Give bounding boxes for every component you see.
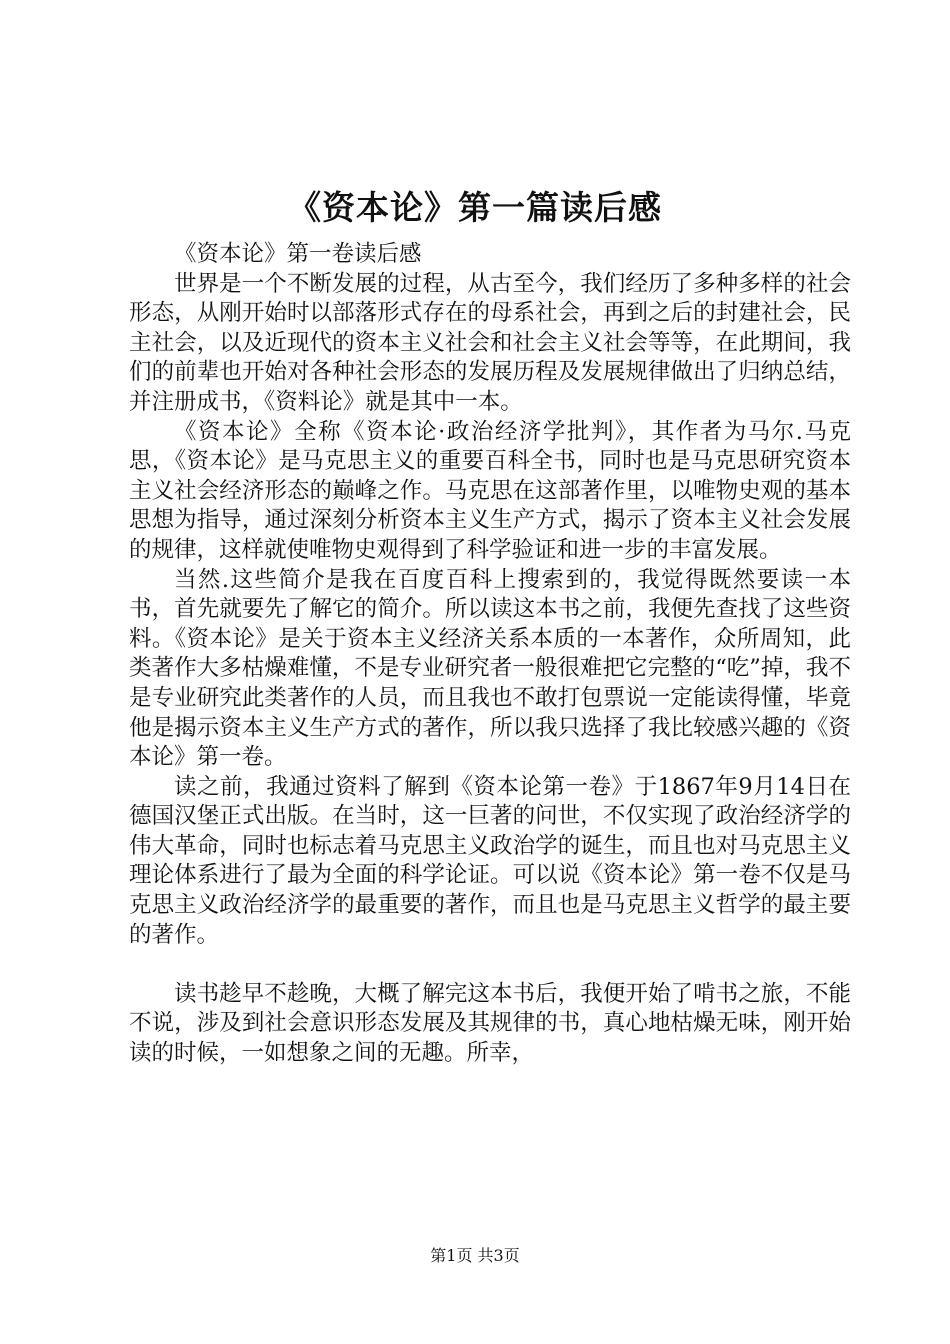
body-paragraph-5: 读书趁早不趁晚，大概了解完这本书后，我便开始了啃书之旅，不能不说，涉及到社会意识形态发展及其规律的书，真心地枯燥无味，刚开始读的时候，一如想象之间的无趣。所幸， <box>129 980 851 1067</box>
body-paragraph-4: 读之前，我通过资料了解到《资本论第一卷》于1867年9月14日在德国汉堡正式出版。在当时，这一巨著的问世，不仅实现了政治经济学的伟大革命，同时也标志着马克思主义政治学的诞生，而且也对马克思主义理论体系进行了最为全面的科学论证。可以说《资本论》第一卷不仅是马克思主义政治经济学的最重要的著作，而且也是马克思主义哲学的最主要的著作。 <box>129 773 851 948</box>
body-paragraph-1: 世界是一个不断发展的过程，从古至今，我们经历了多种多样的社会形态，从刚开始时以部落形式存在的母系社会，再到之后的封建社会，民主社会，以及近现代的资本主义社会和社会主义社会等等，在此期间，我们的前辈也开始对各种社会形态的发展历程及发展规律做出了归纳总结，并注册成书，《资料论》就是其中一本。 <box>129 270 851 415</box>
page-footer: 第1页 共3页 <box>430 1246 520 1265</box>
body-paragraph-3: 当然.这些简介是我在百度百科上搜索到的，我觉得既然要读一本书，首先就要先了解它的简介。所以读这本书之前，我便先查找了这些资料。《资本论》是关于资本主义经济关系本质的一本著作，众所周知，此类著作大多枯燥难懂，不是专业研究者一般很难把它完整的“吃”掉，我不是专业研究此类著作的人员，而且我也不敢打包票说一定能读得懂，毕竟他是揭示资本主义生产方式的著作，所以我只选择了我比较感兴趣的《资本论》第一卷。 <box>129 566 851 771</box>
document-body <box>129 240 851 1069</box>
document-title: 《资本论》第一篇读后感 <box>288 188 662 227</box>
subtitle-paragraph: 《资本论》第一卷读后感 <box>174 241 422 267</box>
body-paragraph-2: 《资本论》全称《资本论·政治经济学批判》，其作者为马尔.马克思，《资本论》是马克思主义的重要百科全书，同时也是马克思研究资本主义社会经济形态的巅峰之作。马克思在这部著作里，以唯物史观的基本思想为指导，通过深刻分析资本主义生产方式，揭示了资本主义社会发展的规律，这样就使唯物史观得到了科学验证和进一步的丰富发展。 <box>129 418 851 563</box>
